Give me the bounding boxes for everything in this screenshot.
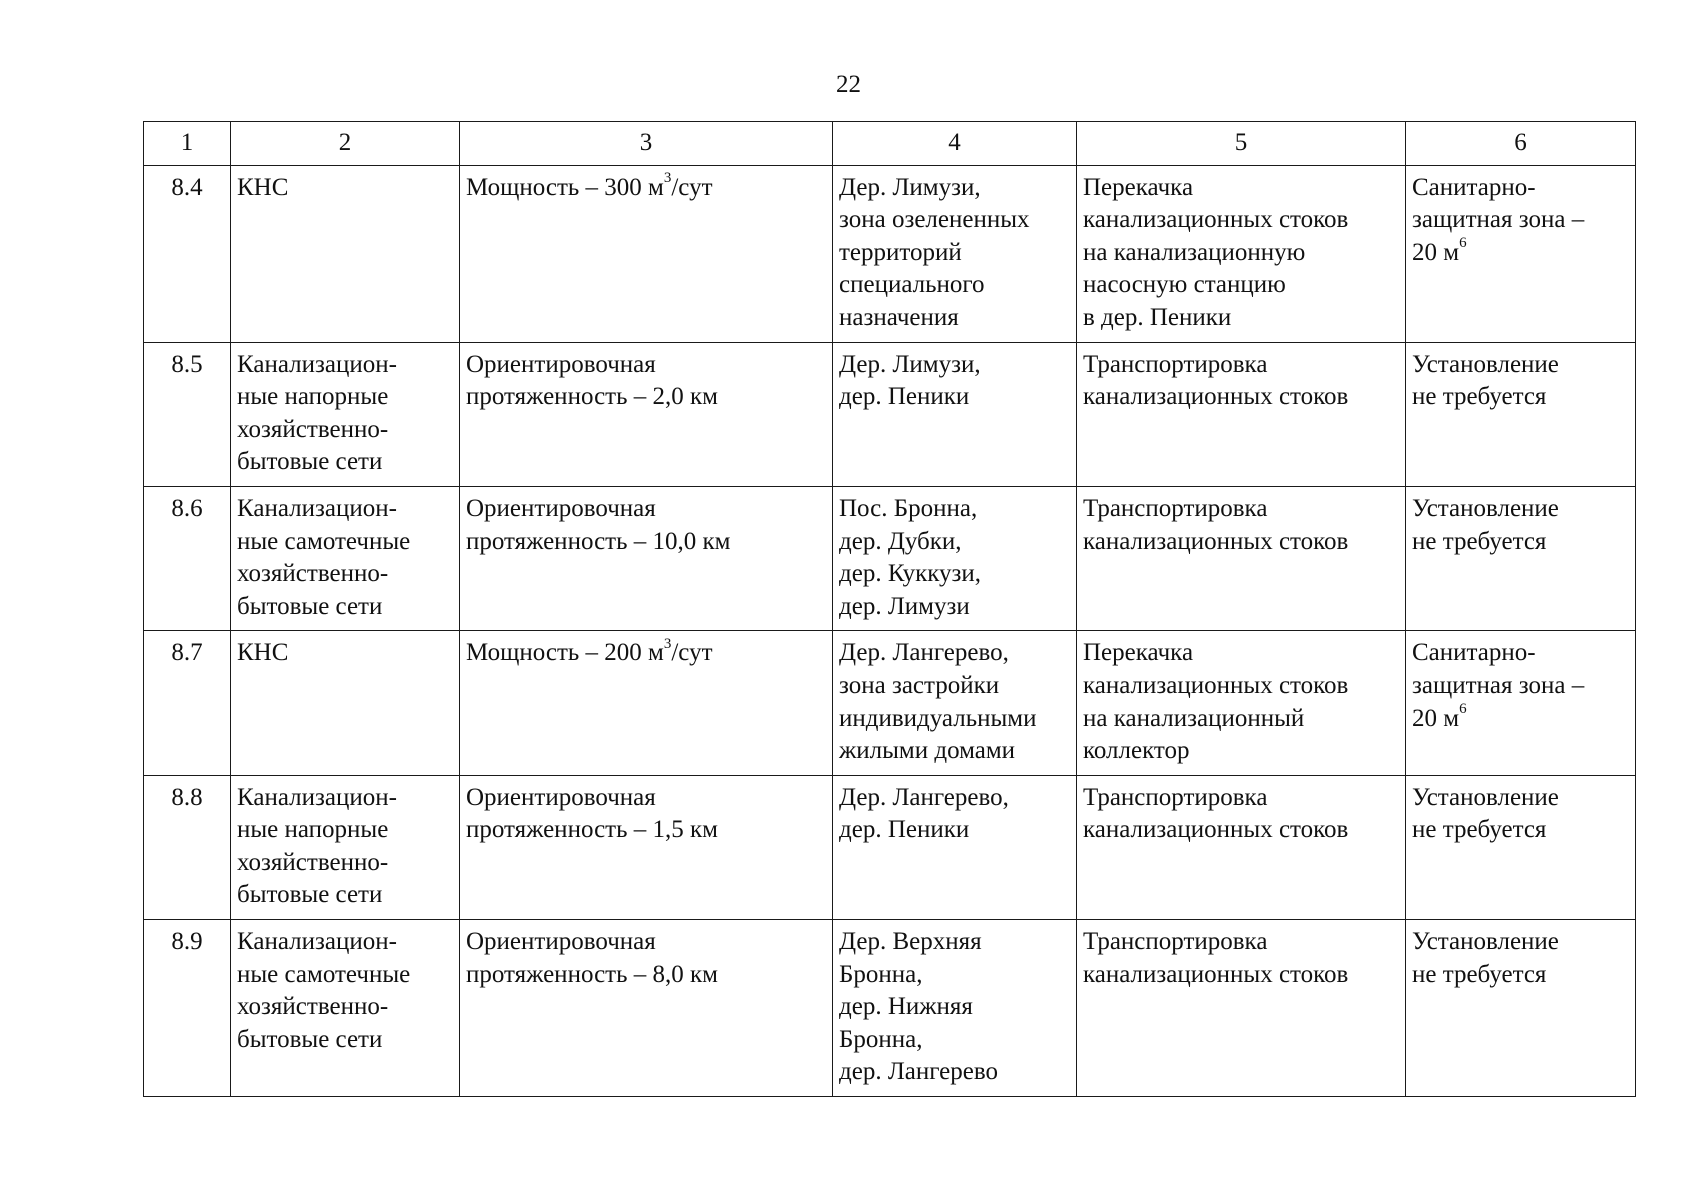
row-number: 8.5 xyxy=(144,342,231,486)
facility-parameter xyxy=(460,165,833,342)
column-header-4: 4 xyxy=(833,122,1077,166)
facility-parameter xyxy=(460,775,833,919)
facility-location xyxy=(833,920,1077,1097)
facility-location-line: Бронна, xyxy=(839,1025,923,1053)
facility-purpose-line: канализационных стоков xyxy=(1083,383,1349,411)
facility-purpose-line: канализационных стоков xyxy=(1083,527,1349,555)
facility-name xyxy=(231,342,460,486)
page-number: 22 xyxy=(836,71,861,98)
facility-purpose-line: на канализационную xyxy=(1083,238,1306,266)
facility-parameter-line: протяженность – 8,0 км xyxy=(466,960,718,988)
facility-parameter xyxy=(460,486,833,630)
facility-name-line: хозяйственно- xyxy=(237,560,389,588)
facility-location xyxy=(833,165,1077,342)
facility-parameter-line: протяженность – 1,5 км xyxy=(466,816,718,844)
facility-location xyxy=(833,631,1077,775)
protection-zone-line: 20 $м^6$ xyxy=(1412,701,1467,732)
facility-name-line: хозяйственно- xyxy=(237,415,389,443)
facility-location-line: дер. Куккузи, xyxy=(839,560,982,588)
facility-location-line: Пос. Бронна, xyxy=(839,494,978,522)
facility-parameter-line: Ориентировочная xyxy=(466,494,656,522)
protection-zone xyxy=(1406,775,1636,919)
facility-name-line: ные самотечные xyxy=(237,527,411,555)
protection-zone-line: Установление xyxy=(1412,783,1559,811)
column-header-1: 1 xyxy=(144,122,231,166)
protection-zone xyxy=(1406,631,1636,775)
table-header-row xyxy=(144,122,1636,166)
facility-location-line: дер. Лимузи xyxy=(839,592,970,620)
protection-zone-line: защитная зона – xyxy=(1412,671,1585,699)
facility-parameter-line: протяженность – 2,0 км xyxy=(466,383,718,411)
facility-name-line: Канализацион- xyxy=(237,350,397,378)
facility-purpose-line: канализационных стоков xyxy=(1083,816,1349,844)
facility-purpose xyxy=(1077,920,1406,1097)
facility-name-line: бытовые сети xyxy=(237,1025,383,1053)
protection-zone-line: не требуется xyxy=(1412,816,1547,844)
row-number: 8.4 xyxy=(144,165,231,342)
facility-location-line: дер. Нижняя xyxy=(839,993,973,1021)
row-number: 8.8 xyxy=(144,775,231,919)
protection-zone xyxy=(1406,165,1636,342)
facility-location-line: дер. Лангерево xyxy=(839,1058,998,1086)
facility-purpose-line: насосную станцию xyxy=(1083,271,1286,299)
facility-location-line: Дер. Верхняя xyxy=(839,928,982,956)
facility-name-line: КНС xyxy=(237,173,289,201)
column-header-3: 3 xyxy=(460,122,833,166)
row-number: 8.9 xyxy=(144,920,231,1097)
facility-location-line: Дер. Лимузи, xyxy=(839,350,981,378)
facility-name xyxy=(231,920,460,1097)
facility-location-line: назначения xyxy=(839,303,959,331)
table-row xyxy=(144,920,1636,1097)
facility-name xyxy=(231,631,460,775)
column-header-5: 5 xyxy=(1077,122,1406,166)
facility-location-line: дер. Пеники xyxy=(839,383,970,411)
facility-parameter-line: Ориентировочная xyxy=(466,928,656,956)
facility-purpose-line: в дер. Пеники xyxy=(1083,303,1232,331)
table-row xyxy=(144,775,1636,919)
facility-name-line: ные напорные xyxy=(237,816,389,844)
facility-location-line: дер. Пеники xyxy=(839,816,970,844)
protection-zone-line: Установление xyxy=(1412,494,1559,522)
facility-location-line: специального xyxy=(839,271,985,299)
facility-name-line: Канализацион- xyxy=(237,928,397,956)
protection-zone xyxy=(1406,486,1636,630)
facility-purpose xyxy=(1077,342,1406,486)
table-row xyxy=(144,342,1636,486)
facility-name-line: ные напорные xyxy=(237,383,389,411)
facility-name-line: ные самотечные xyxy=(237,960,411,988)
facility-location xyxy=(833,775,1077,919)
row-number: 8.6 xyxy=(144,486,231,630)
facility-purpose xyxy=(1077,631,1406,775)
facility-parameter xyxy=(460,631,833,775)
facility-purpose-line: канализационных стоков xyxy=(1083,960,1349,988)
protection-zone-line: Установление xyxy=(1412,928,1559,956)
facility-purpose-line: канализационных стоков xyxy=(1083,671,1349,699)
protection-zone-line: Санитарно- xyxy=(1412,173,1536,201)
facility-name-line: бытовые сети xyxy=(237,448,383,476)
facility-location-line: дер. Дубки, xyxy=(839,527,962,555)
facility-name-line: бытовые сети xyxy=(237,592,383,620)
facility-parameter-line: протяженность – 10,0 км xyxy=(466,527,731,555)
facility-parameter-line: Мощность – 300 $м^3$/сут xyxy=(466,170,713,201)
facility-name-line: бытовые сети xyxy=(237,881,383,909)
facility-purpose-line: Транспортировка xyxy=(1083,494,1268,522)
facility-parameter-line: Мощность – 200 $м^3$/сут xyxy=(466,635,713,667)
protection-zone-line: 20 $м^6$ xyxy=(1412,235,1467,266)
facility-location xyxy=(833,486,1077,630)
facility-parameter xyxy=(460,342,833,486)
column-header-2: 2 xyxy=(231,122,460,166)
facility-location-line: зона озелененных xyxy=(839,206,1030,234)
table-row xyxy=(144,165,1636,342)
facility-purpose-line: коллектор xyxy=(1083,737,1190,765)
facility-name-line: хозяйственно- xyxy=(237,848,389,876)
facility-purpose-line: Транспортировка xyxy=(1083,350,1268,378)
facility-location-line: жилыми домами xyxy=(839,737,1016,765)
facility-purpose xyxy=(1077,165,1406,342)
facility-purpose-line: Перекачка xyxy=(1083,639,1194,667)
facility-name-line: хозяйственно- xyxy=(237,993,389,1021)
facility-location-line: зона застройки xyxy=(839,671,1000,699)
protection-zone-line: защитная зона – xyxy=(1412,206,1585,234)
column-header-6: 6 xyxy=(1406,122,1636,166)
facility-purpose-line: Перекачка xyxy=(1083,173,1194,201)
facility-parameter-line: Ориентировочная xyxy=(466,783,656,811)
facility-location-line: Бронна, xyxy=(839,960,923,988)
facility-name xyxy=(231,165,460,342)
protection-zone xyxy=(1406,920,1636,1097)
facility-purpose-line: Транспортировка xyxy=(1083,783,1268,811)
table-row xyxy=(144,486,1636,630)
row-number: 8.7 xyxy=(144,631,231,775)
table-row xyxy=(144,631,1636,775)
facility-name-line: КНС xyxy=(237,639,289,667)
facility-parameter-line: Ориентировочная xyxy=(466,350,656,378)
protection-zone-line: Санитарно- xyxy=(1412,639,1536,667)
protection-zone-line: не требуется xyxy=(1412,527,1547,555)
facility-location-line: Дер. Лимузи, xyxy=(839,173,981,201)
facility-name xyxy=(231,775,460,919)
facility-name-line: Канализацион- xyxy=(237,494,397,522)
protection-zone-line: Установление xyxy=(1412,350,1559,378)
facility-location-line: Дер. Лангерево, xyxy=(839,783,1009,811)
facility-purpose-line: на канализационный xyxy=(1083,704,1305,732)
facility-purpose-line: Транспортировка xyxy=(1083,928,1268,956)
facility-name-line: Канализацион- xyxy=(237,783,397,811)
facility-location-line: индивидуальными xyxy=(839,704,1037,732)
facility-location-line: Дер. Лангерево, xyxy=(839,639,1009,667)
facility-location-line: территорий xyxy=(839,238,962,266)
facility-purpose-line: канализационных стоков xyxy=(1083,206,1349,234)
protection-zone-line: не требуется xyxy=(1412,383,1547,411)
protection-zone-line: не требуется xyxy=(1412,960,1547,988)
facility-parameter xyxy=(460,920,833,1097)
facility-name xyxy=(231,486,460,630)
facility-location xyxy=(833,342,1077,486)
facility-purpose xyxy=(1077,486,1406,630)
protection-zone xyxy=(1406,342,1636,486)
facilities-table xyxy=(143,121,1636,1097)
facility-purpose xyxy=(1077,775,1406,919)
